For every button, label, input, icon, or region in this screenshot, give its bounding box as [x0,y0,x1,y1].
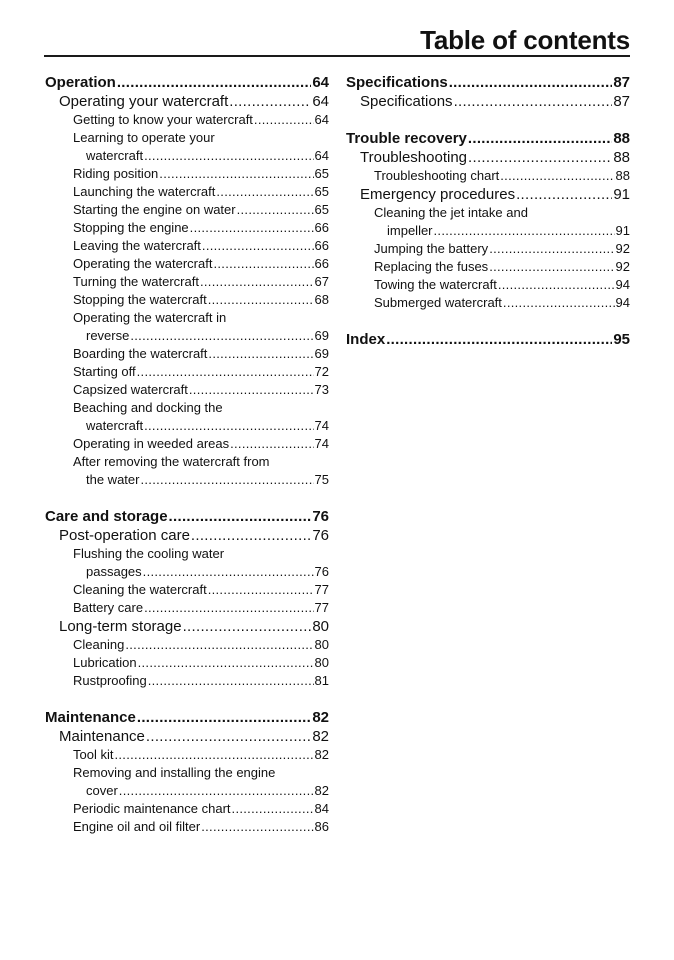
toc-entry-lubrication[interactable] [45,654,329,672]
toc-entry-label: Operating the watercraft [73,256,213,271]
toc-page-number: 80 [314,637,329,652]
dot-leader [191,526,311,545]
toc-page-number: 82 [314,783,329,798]
dot-leader [159,165,313,183]
toc-page-number: 74 [314,418,329,433]
toc-entry-flushing-line1[interactable]: Flushing the cooling water [73,546,225,561]
toc-page-number: 82 [312,728,329,745]
toc-entry-trouble-recovery[interactable] [346,129,630,148]
dot-leader [143,563,314,581]
toc-page-number: 84 [314,801,329,816]
toc-entry-reverse-line1[interactable]: Operating the watercraft in [73,310,227,325]
dot-leader [119,782,314,800]
toc-entry-stopping-engine[interactable] [45,219,329,237]
page-title: Table of contents [420,25,630,55]
toc-entry-label: Riding position [73,166,159,181]
toc-page-number: 88 [613,130,630,147]
toc-entry-replacing-fuses[interactable] [346,258,630,276]
dot-leader [237,201,314,219]
toc-entry-label: cover [86,783,118,798]
toc-entry-long-term-storage[interactable] [45,617,329,636]
toc-entry-jet-intake[interactable] [346,222,630,240]
toc-page-number: 66 [314,238,329,253]
toc-entry-label: Getting to know your watercraft [73,112,253,127]
toc-page-number: 77 [314,582,329,597]
dot-leader [125,636,313,654]
toc-entry-label: Maintenance [45,709,136,726]
dot-leader [208,291,314,309]
dot-leader [232,800,314,818]
toc-page-number: 91 [615,223,630,238]
toc-entry-label: Trouble recovery [346,130,467,147]
dot-leader [500,167,614,185]
toc-left-column [45,73,329,854]
toc-entry-label: Operation [45,74,116,91]
toc-entry-maintenance[interactable] [45,727,329,746]
dot-leader [208,581,314,599]
toc-entry-label: Operating your watercraft [59,93,229,110]
toc-entry-reverse[interactable] [45,327,329,345]
toc-entry-post-operation-care[interactable] [45,526,329,545]
toc-page-number: 76 [312,527,329,544]
dot-leader [230,435,313,453]
title-rule [44,55,630,57]
dot-leader [146,727,311,746]
toc-entry-operation[interactable] [45,73,329,92]
dot-leader [468,129,612,148]
toc-section-trouble-recovery [346,129,630,312]
toc-entry-label: watercraft [86,418,144,433]
toc-entry-specifications[interactable] [346,92,630,111]
toc-entry-label: Starting the engine on water [73,202,236,217]
toc-entry-label: Troubleshooting [360,149,468,166]
toc-entry-maintenance-heading[interactable] [45,708,329,727]
toc-page-number: 80 [312,618,329,635]
toc-entry-label: watercraft [86,148,144,163]
dot-leader [468,148,612,167]
dot-leader [130,327,313,345]
dot-leader [190,219,314,237]
toc-section-maintenance [45,708,329,836]
dot-leader [144,599,313,617]
dot-leader [386,330,612,349]
toc-entry-label: Towing the watercraft [374,277,497,292]
dot-leader [200,273,314,291]
dot-leader [498,276,615,294]
toc-entry-leaving[interactable] [45,237,329,255]
toc-page-number: 92 [615,259,630,274]
toc-entry-label: Cleaning [73,637,125,652]
toc-entry-label: Post-operation care [59,527,190,544]
dot-leader [183,617,312,636]
toc-entry-learning-line1[interactable]: Learning to operate your [73,130,215,145]
toc-entry-starting-off[interactable] [45,363,329,381]
toc-page-number: 94 [615,277,630,292]
dot-leader [516,185,612,204]
dot-leader [434,222,615,240]
dot-leader [148,672,314,690]
dot-leader [503,294,615,312]
toc-page-number: 66 [314,256,329,271]
toc-entry-label: Emergency procedures [360,186,516,203]
toc-entry-learning[interactable] [45,147,329,165]
toc-entry-flushing[interactable] [45,563,329,581]
toc-entry-label: Engine oil and oil filter [73,819,201,834]
toc-entry-label: Capsized watercraft [73,382,188,397]
toc-page-number: 74 [314,436,329,451]
toc-page-number: 65 [314,166,329,181]
toc-entry-troubleshooting[interactable] [346,148,630,167]
toc-section-index [346,330,630,349]
toc-entry-index[interactable] [346,330,630,349]
toc-page-number: 69 [314,346,329,361]
toc-entry-label: Turning the watercraft [73,274,199,289]
toc-entry-weeded-areas[interactable] [45,435,329,453]
toc-entry-label: Troubleshooting chart [374,168,500,183]
toc-entry-label: Launching the watercraft [73,184,216,199]
toc-entry-towing[interactable] [346,276,630,294]
toc-entry-label: Jumping the battery [374,241,489,256]
dot-leader [254,111,314,129]
toc-entry-battery-care[interactable] [45,599,329,617]
toc-entry-riding-position[interactable] [45,165,329,183]
toc-entry-label: Starting off [73,364,136,379]
toc-entry-label: Lubrication [73,655,137,670]
toc-page-number: 72 [314,364,329,379]
toc-right-column [346,73,630,367]
toc-entry-label: passages [86,564,142,579]
dot-leader [216,183,313,201]
toc-page-number: 64 [312,93,329,110]
toc-page-number: 94 [615,295,630,310]
toc-entry-label: Long-term storage [59,618,182,635]
toc-entry-label: Specifications [360,93,453,110]
toc-page-number: 87 [613,74,630,91]
toc-entry-beaching[interactable] [45,417,329,435]
toc-page-number: 81 [314,673,329,688]
toc-page-number: 68 [314,292,329,307]
toc-page-number: 73 [314,382,329,397]
dot-leader [137,363,314,381]
toc-entry-stopping[interactable] [45,291,329,309]
dot-leader [144,417,313,435]
toc-entry-jet-intake-line1[interactable]: Cleaning the jet intake and [374,205,528,220]
toc-entry-label: Operating in weeded areas [73,436,230,451]
toc-entry-getting-to-know[interactable] [45,111,329,129]
toc-entry-emergency-procedures[interactable] [346,185,630,204]
toc-entry-engine-cover[interactable] [45,782,329,800]
toc-entry-operating-your-watercraft[interactable] [45,92,329,111]
toc-page-number: 69 [314,328,329,343]
toc-entry-label: the water [86,472,140,487]
toc-page-number: 67 [314,274,329,289]
toc-entry-label: Maintenance [59,728,145,745]
toc-entry-label: Leaving the watercraft [73,238,201,253]
toc-section-specifications [346,73,630,111]
dot-leader [189,381,314,399]
toc-page-number: 82 [314,747,329,762]
toc-page-number: 80 [314,655,329,670]
toc-entry-label: Rustproofing [73,673,147,688]
toc-entry-cleaning-watercraft[interactable] [45,581,329,599]
toc-page-number: 64 [314,112,329,127]
toc-entry-starting-engine[interactable] [45,201,329,219]
toc-entry-tool-kit[interactable] [45,746,329,764]
toc-entry-label: Index [346,331,386,348]
toc-page-number: 64 [314,148,329,163]
toc-entry-label: impeller [387,223,433,238]
dot-leader [202,237,314,255]
toc-page-number: 76 [312,508,329,525]
dot-leader [117,73,311,92]
toc-entry-launching[interactable] [45,183,329,201]
toc-entry-engine-oil[interactable] [45,818,329,836]
toc-entry-removing[interactable] [45,471,329,489]
toc-section-operation [45,73,329,489]
toc-entry-engine-cover-line1[interactable]: Removing and installing the engine [73,765,276,780]
toc-entry-turning[interactable] [45,273,329,291]
dot-leader [489,258,614,276]
toc-page-number: 65 [314,184,329,199]
toc-page-number: 95 [613,331,630,348]
toc-entry-label: Specifications [346,74,448,91]
toc-page-number: 75 [314,472,329,487]
dot-leader [489,240,614,258]
toc-entry-jumping-battery[interactable] [346,240,630,258]
toc-entry-label: Tool kit [73,747,114,762]
dot-leader [454,92,613,111]
toc-page-number: 82 [312,709,329,726]
toc-entry-cleaning[interactable] [45,636,329,654]
toc-entry-label: Boarding the watercraft [73,346,208,361]
toc-entry-periodic-maintenance-chart[interactable] [45,800,329,818]
toc-entry-care-and-storage[interactable] [45,507,329,526]
toc-entry-operating[interactable] [45,255,329,273]
toc-entry-capsized[interactable] [45,381,329,399]
dot-leader [137,708,311,727]
dot-leader [169,507,312,526]
toc-page-number: 66 [314,220,329,235]
toc-entry-rustproofing[interactable] [45,672,329,690]
dot-leader [213,255,313,273]
dot-leader [144,147,313,165]
dot-leader [208,345,313,363]
toc-entry-label: Battery care [73,600,144,615]
toc-page-number: 65 [314,202,329,217]
dot-leader [229,92,311,111]
toc-page-number: 87 [613,93,630,110]
toc-entry-beaching-line1[interactable]: Beaching and docking the [73,400,223,415]
toc-entry-submerged[interactable] [346,294,630,312]
toc-page-number: 76 [314,564,329,579]
toc-entry-label: Periodic maintenance chart [73,801,231,816]
toc-section-care-and-storage [45,507,329,690]
toc-page-number: 86 [314,819,329,834]
toc-page-number: 77 [314,600,329,615]
dot-leader [114,746,313,764]
toc-page-number: 64 [312,74,329,91]
toc-entry-specifications-heading[interactable] [346,73,630,92]
toc-entry-label: Stopping the engine [73,220,189,235]
toc-entry-troubleshooting-chart[interactable] [346,167,630,185]
toc-entry-label: Replacing the fuses [374,259,489,274]
toc-entry-boarding[interactable] [45,345,329,363]
toc-page-number: 88 [613,149,630,166]
toc-page-number: 91 [613,186,630,203]
dot-leader [140,471,313,489]
toc-entry-label: Care and storage [45,508,168,525]
dot-leader [449,73,613,92]
toc-page-number: 88 [615,168,630,183]
toc-page-number: 92 [615,241,630,256]
toc-entry-removing-line1[interactable]: After removing the watercraft from [73,454,270,469]
toc-entry-label: Cleaning the watercraft [73,582,207,597]
toc-entry-label: Submerged watercraft [374,295,502,310]
toc-entry-label: Stopping the watercraft [73,292,207,307]
dot-leader [201,818,313,836]
toc-entry-label: reverse [86,328,130,343]
dot-leader [138,654,314,672]
